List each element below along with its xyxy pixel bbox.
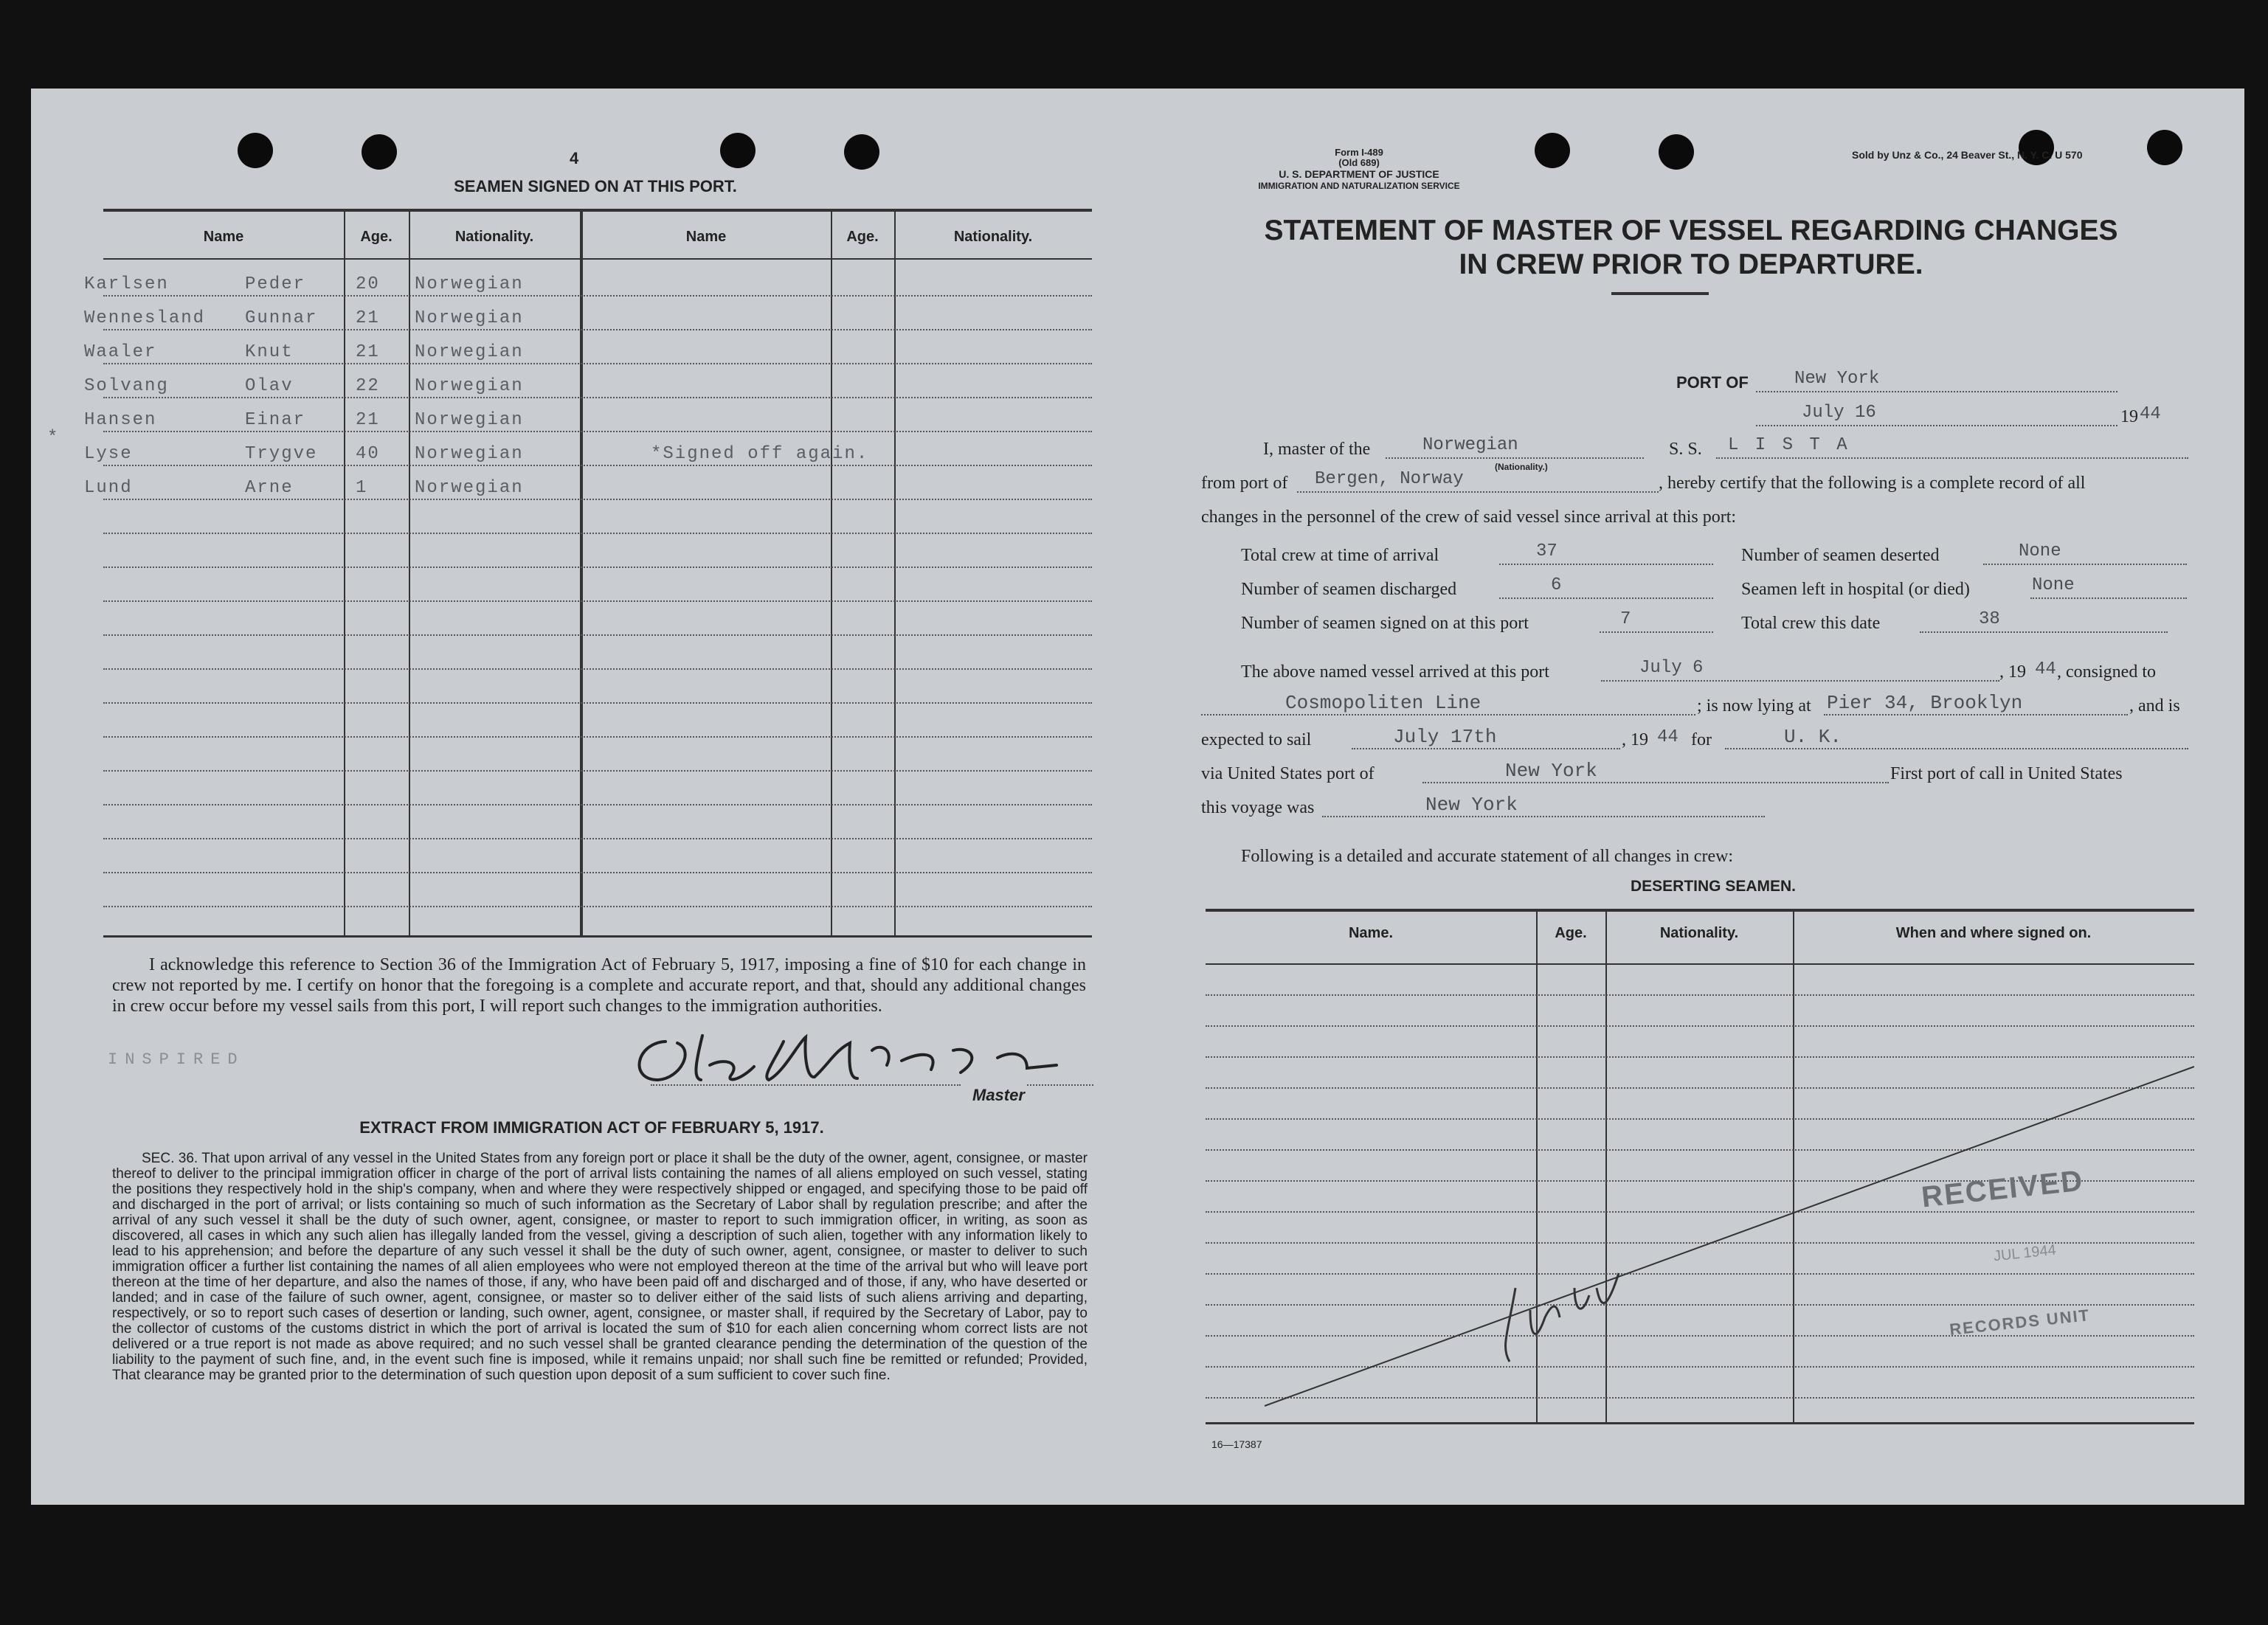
changes-text: changes in the personnel of the crew of said vessel since arrival at this port: — [1201, 507, 1737, 527]
arrived-year-value: 44 — [2035, 659, 2056, 679]
deserting-title: DESERTING SEAMEN. — [1630, 878, 1797, 895]
expected-label: expected to sail — [1201, 730, 1312, 749]
voyage-value: New York — [1425, 794, 1518, 816]
department-header: U. S. DEPARTMENT OF JUSTICE IMMIGRATION AND NATURALIZATION SERVICE — [1258, 168, 1460, 191]
total-date-label: Total crew this date — [1741, 614, 1881, 633]
arrived-label: The above named vessel arrived at this port — [1241, 662, 1549, 682]
year-prefix: 19 — [2120, 407, 2138, 426]
arrived-value: July 6 — [1639, 658, 1704, 678]
for-label: for — [1691, 730, 1712, 749]
first-port-label: First port of call in United States — [1890, 764, 2123, 783]
acknowledgement-text: I acknowledge this reference to Section 36 of the Immigration Act of February 5, 1917, imposing a fine of $10 for each change in crew not reported by me. I certify on honor that the foregoing is a complete and accurate report, and that, should any additional changes in crew occur before my vessel sails from this port, I will report such changes to the immigration authorities. — [112, 955, 1086, 1016]
col-header-age-2: Age. — [846, 229, 879, 245]
date-value: July 16 — [1802, 403, 1876, 423]
expected-year-prefix: , 19 — [1622, 730, 1648, 749]
and-is-text: , and is — [2129, 696, 2180, 716]
punch-hole — [238, 133, 273, 168]
records-unit-stamp: RECORDS UNIT — [1949, 1306, 2092, 1339]
total-arrival-value: 37 — [1536, 541, 1557, 561]
for-value: U. K. — [1784, 726, 1842, 748]
signed-on-value: 7 — [1620, 609, 1631, 629]
hospital-value: None — [2032, 575, 2075, 595]
form-header: Form I-489 (Old 689) — [1335, 147, 1383, 168]
lying-value: Pier 34, Brooklyn — [1827, 692, 2023, 714]
col-header-age: Age. — [360, 229, 393, 245]
signed-on-label: Number of seamen signed on at this port — [1241, 614, 1529, 633]
extract-title: EXTRACT FROM IMMIGRATION ACT OF FEBRUARY 5, 1917. — [359, 1118, 824, 1137]
col-header-nationality: Nationality. — [454, 229, 534, 245]
form-code: 16—17387 — [1211, 1438, 1262, 1450]
received-stamp: RECEIVED — [1920, 1164, 2086, 1214]
punch-hole — [720, 133, 756, 168]
master-label: Master — [972, 1086, 1025, 1104]
inspired-stamp: INSPIRED — [108, 1050, 245, 1069]
document-sheet: 4 SEAMEN SIGNED ON AT THIS PORT. Name Age. Nationality. Name Age. Nationality. Karlsen Peder 20 Norwegian Wennesland Gunnar 21 Norwegian Waaler Knut 21 Norwegian Solvang Olav 22 Norwegian Hansen Einar 21 Norwegian * Lyse Trygve 40 Norwegian *Signed off again. Lund Arne 1 Norwegian I acknowledge this reference to Section 36 of the Immigration Act of February 5, 1917, imposing a fine of $10 for each change in crew not reported by me. I certify on honor that the foregoing is a complete and accurate report, and that, should any additional changes in crew occur before my vessel sails from this port, I will report such changes to the immigration authorities. INSPIRED Master EXTRACT FROM IMMIGRATION ACT OF FEBRUARY 5, 1917. SEC. 36. That upon arrival of any vessel in the United States from any foreign port or place it shall be the duty of the owner, agent, consignee, or master thereof to deliver to the principal immigration officer in charge of the port of arrival lists containing the names of all aliens employed on such vessel, stating the positions they respectively hold in the ship's company, when and where they were respectively shipped or engaged, and specifying those to be paid off and discharged in the port of arrival; or lists containing so much of such information as the Secretary of Labor shall by regulation prescribe; and after the arrival of any such vessel it shall be the duty of such owner, agent, consignee, or master to report to such immigration officer, in writing, as soon as discovered, all cases in which any such alien has illegally landed from the vessel, giving a description of such alien, together with any information likely to lead to his apprehension; and before the departure of any such vessel it shall be the duty of such owner, agent, consignee, or master to deliver to such immigration officer a further list containing the names of all alien employees who were not employed thereon at the time of the arrival but who will leave port thereon at the time of her departure, and also the names of those, if any, who have been paid off and discharged and of those, if any, who have deserted or landed; and in case of the failure of such owner, agent, consignee, or master so to deliver either of the said lists of such aliens arriving and departing, respectively, or so to report such cases of desertion or landing, such owner, agent, consignee, or master shall, if required by the Secretary of Labor, pay to the collector of customs of the customs district in which the port of arrival is located the sum of $10 for each alien concerning whom correct lists are not delivered or a true report is not made as above required; and no such vessel shall be granted clearance pending the determination of the question of the liability to the payment of such fine, and, in the event such fine is imposed, while it remains unpaid; nor shall such fine be remitted or refunded; Provided, That clearance may be granted prior to the determination of such question upon deposit of a sum sufficient to cover such fine. Form I-489 (Old 689) U. S. DEPARTMENT OF JUSTICE IMMIGRATION AND NATURALIZATION SERVICE Sold by Unz & Co., 24 Beaver St., N. Y. C. U 570 STATEMENT OF MASTER OF VESSEL REGARDING CHANGES IN CREW PRIOR TO DEPARTURE. PORT OF New York July 16 19 44 I, master of the Norwegian (Nationality.) S. S. L I S T A from port of Bergen, Norway , hereby certify that the following is a complete record of all changes in the personnel of the crew of said vessel since arrival at this port: Total crew at time of arrival 37 Number of seamen deserted None Number of seamen discharged 6 Seamen left in hospital (or died) None Number of seamen signed on at this port 7 Total crew this date 38 The above named vessel arrived at this port July 6 , 19 44 , consigned to Cosmopoliten Line ; is now lying at Pier 34, Brooklyn , and is expected to sail July 17th , 19 44 for U. K. via United States port of New York First port of call in United States this voyage was New York Following is a detailed and accurate statement of all changes in crew: DESERTING SEAMEN. Name. Age. Nationality. When and where signed on. RECEIVED JUL 1944 RECORDS UNIT 16—17387 — [31, 89, 2244, 1505]
following-text: Following is a detailed and accurate statement of all changes in crew: — [1241, 847, 1734, 866]
deserting-header-age: Age. — [1555, 925, 1587, 941]
port-of-label: PORT OF — [1676, 373, 1749, 392]
total-date-value: 38 — [1979, 609, 2000, 629]
from-port-value: Bergen, Norway — [1315, 469, 1464, 489]
nationality-value: Norwegian — [1422, 435, 1518, 455]
total-arrival-label: Total crew at time of arrival — [1241, 546, 1439, 565]
seller-note: Sold by Unz & Co., 24 Beaver St., N. Y. C. U 570 — [1852, 149, 2083, 161]
extract-text: SEC. 36. That upon arrival of any vessel in the United States from any foreign port or place it shall be the duty of the owner, agent, consignee, or master thereof to deliver to the principal immigration officer in charge of the port of arrival lists containing the names of all aliens employed on such vessel, stating the positions they respectively hold in the ship's company, when and where they were respectively shipped or engaged, and specifying those to be paid off and discharged in the port of arrival; or lists containing so much of such information as the Secretary of Labor shall by regulation prescribe; and after the arrival of any such vessel it shall be the duty of such owner, agent, consignee, or master to report to such immigration officer, in writing, as soon as discovered, all cases in which any such alien has illegally landed from the vessel, giving a description of such alien, together with any information likely to lead to his apprehension; and before the departure of any such vessel it shall be the duty of such owner, agent, consignee, or master to deliver to such immigration officer a further list containing the names of all alien employees who were not employed thereon at the time of the arrival but who will leave port thereon at the time of her departure, and also the names of those, if any, who have been paid off and discharged and of those, if any, who have deserted or landed; and in case of the failure of such owner, agent, consignee, or master so to deliver either of the said lists of such aliens arriving and departing, respectively, or so to report such cases of desertion or landing, such owner, agent, consignee, or master shall, if required by the Secretary of Labor, pay to the collector of customs of the customs district in which the port of arrival is located the sum of $10 for each alien concerning whom correct lists are not delivered or a true report is not made as above required; and no such vessel shall be granted clearance pending the determination of the question of the liability to the payment of such fine, and, in the event such fine is imposed, while it remains unpaid; nor shall such fine be remitted or refunded; Provided, That clearance may be granted prior to the determination of such question upon deposit of a sum sufficient to cover such fine. — [112, 1151, 1088, 1383]
col-header-name-2: Name — [685, 229, 727, 245]
via-label: via United States port of — [1201, 764, 1375, 783]
year-value: 44 — [2140, 404, 2161, 424]
col-header-nationality-2: Nationality. — [953, 229, 1033, 245]
remark-signed-off: *Signed off again. — [651, 444, 869, 464]
expected-year-value: 44 — [1657, 727, 1678, 747]
col-header-name: Name — [203, 229, 244, 245]
deserting-header-name: Name. — [1348, 925, 1394, 941]
discharged-label: Number of seamen discharged — [1241, 580, 1457, 599]
nationality-caption: (Nationality.) — [1495, 462, 1548, 472]
page-number: 4 — [570, 149, 579, 167]
punch-hole — [362, 134, 397, 170]
certify-text: , hereby certify that the following is a complete record of all — [1659, 474, 2086, 493]
ship-name: L I S T A — [1728, 435, 1850, 455]
deserted-value: None — [2019, 541, 2061, 561]
consignee-value: Cosmopoliten Line — [1285, 692, 1482, 714]
from-port-label: from port of — [1201, 474, 1288, 493]
form-title: STATEMENT OF MASTER OF VESSEL REGARDING CHANGES IN CREW PRIOR TO DEPARTURE. — [1264, 215, 2118, 280]
ss-label: S. S. — [1669, 440, 1702, 459]
section-title: SEAMEN SIGNED ON AT THIS PORT. — [454, 177, 737, 195]
deserting-header-nationality: Nationality. — [1659, 925, 1739, 941]
lying-label: ; is now lying at — [1697, 696, 1811, 716]
master-of-label: I, master of the — [1263, 440, 1371, 459]
deserted-label: Number of seamen deserted — [1741, 546, 1940, 565]
received-date: JUL 1944 — [1993, 1241, 2057, 1265]
arrived-year-prefix: , 19 — [1999, 662, 2026, 682]
consigned-label: , consigned to — [2057, 662, 2156, 682]
port-of-value: New York — [1794, 369, 1880, 389]
hospital-label: Seamen left in hospital (or died) — [1741, 580, 1970, 599]
punch-hole — [2147, 130, 2182, 165]
expected-value: July 17th — [1393, 726, 1497, 748]
punch-hole — [844, 134, 879, 170]
asterisk-mark: * — [47, 428, 60, 448]
discharged-value: 6 — [1551, 575, 1562, 595]
voyage-label: this voyage was — [1201, 798, 1315, 817]
punch-hole — [1659, 134, 1694, 170]
via-value: New York — [1505, 760, 1597, 782]
punch-hole — [1535, 133, 1570, 168]
deserting-header-signed-on: When and where signed on. — [1895, 925, 2092, 941]
